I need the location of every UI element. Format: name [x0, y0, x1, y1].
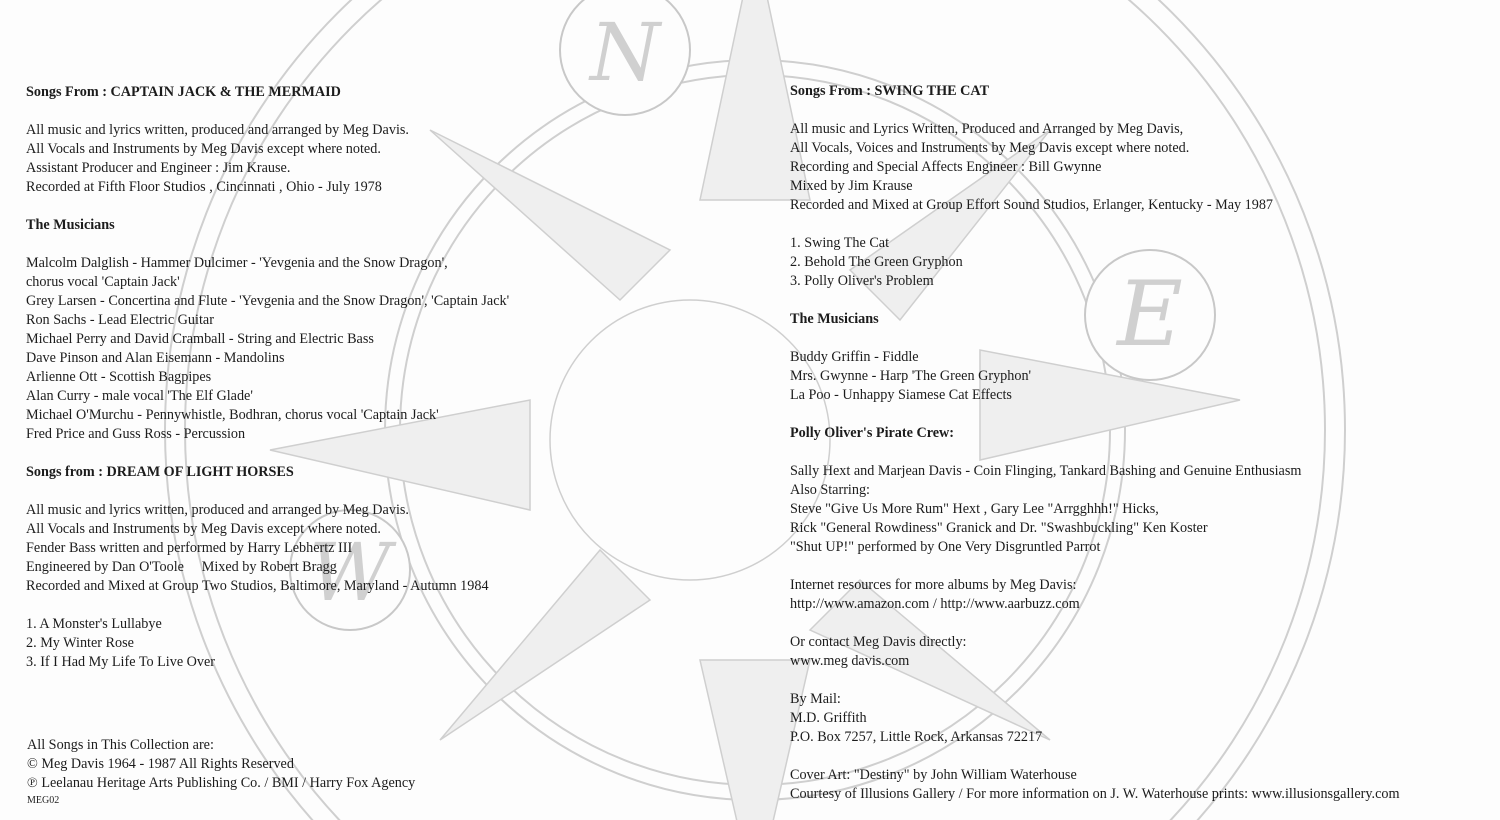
track-item: 3. Polly Oliver's Problem: [790, 273, 934, 289]
crew-line: Rick "General Rowdiness" Granick and Dr. "Swashbuckling" Ken Koster: [790, 520, 1208, 536]
copyright-footer: [27, 736, 415, 793]
musician-line: Alan Curry - male vocal 'The Elf Glade': [26, 388, 253, 404]
mail-address: P.O. Box 7257, Little Rock, Arkansas 72217: [790, 729, 1043, 745]
left-panel: [26, 83, 746, 672]
musician-line: Ron Sachs - Lead Electric Guitar: [26, 312, 214, 328]
musician-line: Michael O'Murchu - Pennywhistle, Bodhran, chorus vocal 'Captain Jack': [26, 407, 439, 423]
compass-letter-north: N: [590, 6, 660, 99]
musicians-heading: The Musicians: [26, 217, 115, 233]
musician-line: Grey Larsen - Concertina and Flute - 'Yevgenia and the Snow Dragon', 'Captain Jack': [26, 293, 510, 309]
credit-line: Engineered by Dan O'Toole Mixed by Robert Bragg: [26, 559, 337, 575]
credit-line: Assistant Producer and Engineer : Jim Krause.: [26, 160, 291, 176]
mail-name: M.D. Griffith: [790, 710, 867, 726]
footer-line: © Meg Davis 1964 - 1987 All Rights Reserved: [27, 756, 294, 772]
credit-line: Fender Bass written and performed by Harry Lebhertz III: [26, 540, 353, 556]
musician-line: Arlienne Ott - Scottish Bagpipes: [26, 369, 212, 385]
website-links: http://www.amazon.com / http://www.aarbuzz.com: [790, 596, 1080, 612]
credit-line: Recorded and Mixed at Group Effort Sound Studios, Erlanger, Kentucky - May 1987: [790, 197, 1274, 213]
track-item: 2. Behold The Green Gryphon: [790, 254, 963, 270]
captain-jack-heading: Songs From : CAPTAIN JACK & THE MERMAID: [26, 84, 341, 100]
contact-label: Or contact Meg Davis directly:: [790, 634, 967, 650]
light-horses-heading: Songs from : DREAM OF LIGHT HORSES: [26, 464, 294, 480]
credit-line: All music and lyrics written, produced and arranged by Meg Davis.: [26, 502, 409, 518]
track-item: 3. If I Had My Life To Live Over: [26, 654, 216, 670]
credit-line: Mixed by Jim Krause: [790, 178, 913, 194]
track-item: 1. Swing The Cat: [790, 235, 890, 251]
pirate-crew-heading: Polly Oliver's Pirate Crew:: [790, 425, 955, 441]
credit-line: All Vocals, Voices and Instruments by Meg Davis except where noted.: [790, 140, 1190, 156]
catalog-number: MEG02: [27, 795, 60, 806]
internet-label: Internet resources for more albums by Meg Davis:: [790, 577, 1077, 593]
musician-line: Fred Price and Guss Ross - Percussion: [26, 426, 246, 442]
credit-line: Recorded and Mixed at Group Two Studios, Baltimore, Maryland - Autumn 1984: [26, 578, 489, 594]
musician-line: Buddy Griffin - Fiddle: [790, 349, 919, 365]
musician-line: Michael Perry and David Cramball - String and Electric Bass: [26, 331, 374, 347]
musician-line: La Poo - Unhappy Siamese Cat Effects: [790, 387, 1012, 403]
credit-line: All music and lyrics written, produced and arranged by Meg Davis.: [26, 122, 409, 138]
musician-line: Mrs. Gwynne - Harp 'The Green Gryphon': [790, 368, 1032, 384]
crew-line: Sally Hext and Marjean Davis - Coin Flinging, Tankard Bashing and Genuine Enthusiasm: [790, 463, 1302, 479]
crew-line: Steve "Give Us More Rum" Hext , Gary Lee "Arrgghhh!" Hicks,: [790, 501, 1159, 517]
musician-line: Dave Pinson and Alan Eisemann - Mandolins: [26, 350, 285, 366]
footer-line: ℗ Leelanau Heritage Arts Publishing Co. / BMI / Harry Fox Agency: [27, 775, 416, 791]
musician-line: Malcolm Dalglish - Hammer Dulcimer - 'Yevgenia and the Snow Dragon',: [26, 255, 448, 271]
musician-line: chorus vocal 'Captain Jack': [26, 274, 180, 290]
musicians-heading: The Musicians: [790, 311, 879, 327]
credit-line: Recorded at Fifth Floor Studios , Cincinnati , Ohio - July 1978: [26, 179, 382, 195]
cover-art-courtesy: Courtesy of Illusions Gallery / For more information on J. W. Waterhouse prints: www.illusionsgallery.com: [790, 786, 1400, 802]
crew-line: Also Starring:: [790, 482, 870, 498]
crew-line: "Shut UP!" performed by One Very Disgruntled Parrot: [790, 539, 1101, 555]
compass-letter-west: W: [308, 526, 392, 619]
credit-line: All music and Lyrics Written, Produced and Arranged by Meg Davis,: [790, 121, 1184, 137]
credit-line: All Vocals and Instruments by Meg Davis except where noted.: [26, 141, 381, 157]
mail-label: By Mail:: [790, 691, 841, 707]
right-panel: [790, 82, 1490, 804]
swing-the-cat-heading: Songs From : SWING THE CAT: [790, 83, 990, 99]
compass-letter-east: E: [1117, 262, 1183, 367]
credit-line: All Vocals and Instruments by Meg Davis except where noted.: [26, 521, 381, 537]
contact-website: www.meg davis.com: [790, 653, 910, 669]
track-item: 1. A Monster's Lullabye: [26, 616, 162, 632]
cover-art-line: Cover Art: "Destiny" by John William Waterhouse: [790, 767, 1077, 783]
credit-line: Recording and Special Affects Engineer : Bill Gwynne: [790, 159, 1102, 175]
track-item: 2. My Winter Rose: [26, 635, 134, 651]
footer-line: All Songs in This Collection are:: [27, 737, 214, 753]
